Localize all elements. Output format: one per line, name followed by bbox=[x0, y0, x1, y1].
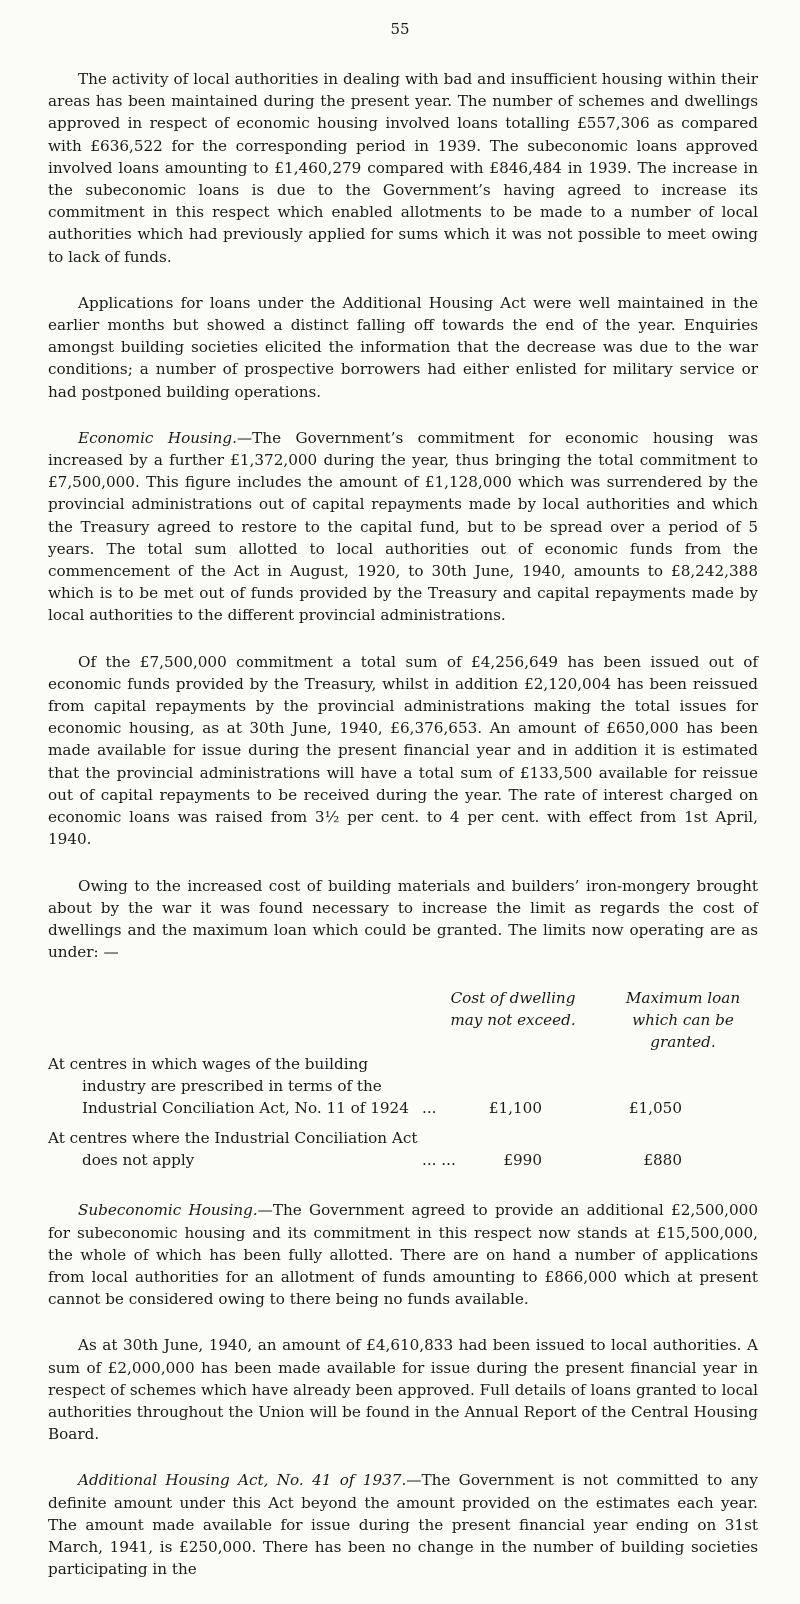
limits-row-loan: £1,050 bbox=[628, 1099, 682, 1118]
page-content bbox=[48, 68, 758, 1604]
header-cost-of-dwelling: Cost of dwelling may not exceed. bbox=[450, 989, 576, 1030]
paragraph-subeconomic-housing: Subeconomic Housing.—The Government agreed to provide an additional £2,500,000 for subeconomic housing and its commitment in this respect now stands at £15,500,000, the whole of which has been fully allotted. There are on hand a number of applications from local authorities for an allotment of funds amounting to £866,000 which at present cannot be considered owing to there being no funds available. bbox=[48, 1201, 758, 1309]
limits-table-header bbox=[48, 987, 758, 1053]
limits-row-description: At centres in which wages of the building industry are prescribed in terms of the Industrial Conciliation Act, No. 11 of 1924 bbox=[48, 1055, 409, 1118]
limits-table bbox=[48, 987, 758, 1171]
limits-row bbox=[48, 1053, 758, 1119]
page-number: 55 bbox=[390, 20, 410, 38]
paragraph-increased-cost: Owing to the increased cost of building materials and builders’ iron-mongery brought about by the war it was found necessary to increase the limit as regards the cost of dwellings and the maximum loan which could be granted. The limits now operating are as under: — bbox=[48, 876, 758, 962]
section-heading-economic-housing: Economic Housing. bbox=[78, 428, 237, 447]
limits-row-loan: £880 bbox=[643, 1151, 682, 1170]
limits-row-cost: £990 bbox=[503, 1151, 542, 1170]
section-heading-subeconomic-housing: Subeconomic Housing. bbox=[78, 1201, 258, 1220]
limits-row-cost: £1,100 bbox=[488, 1099, 542, 1118]
paragraph-subeconomic-issued: As at 30th June, 1940, an amount of £4,610,833 had been issued to local authorities. A sum of £2,000,000 has been made available for issue during the present financial year in respect of schemes which have already been approved. Full details of loans granted to local authorities throughout the Union will be found in the Annual Report of the Central Housing Board. bbox=[48, 1336, 758, 1444]
limits-row bbox=[48, 1127, 758, 1171]
paragraph-additional-housing-applications: Applications for loans under the Additional Housing Act were well maintained in the earlier months but showed a distinct falling off towards the end of the year. Enquiries amongst building societies elicited the information that the decrease was due to the war conditions; a number of prospective borrowers had either enlisted for military service or had postponed building operations. bbox=[48, 293, 758, 401]
leader-dots: ... bbox=[422, 1099, 437, 1118]
paragraph-commitment-issued: Of the £7,500,000 commitment a total sum of £4,256,649 has been issued out of economic funds provided by the Treasury, whilst in addition £2,120,004 has been reissued from capital repayments by the provincial administrations making the total issues for economic housing, as at 30th June, 1940, £6,376,653. An amount of £650,000 has been made available for issue during the present financial year and in addition it is estimated that the provincial administrations will have a total sum of £133,500 available for reissue out of capital repayments to be received during the year. The rate of interest charged on economic loans was raised from 3½ per cent. to 4 per cent. with effect from 1st April, 1940. bbox=[48, 652, 758, 849]
limits-row-description: At centres where the Industrial Conciliation Act does not apply bbox=[48, 1129, 418, 1170]
leader-dots: ... ... bbox=[422, 1151, 456, 1170]
paragraph-economic-housing: Economic Housing.—The Government’s commitment for economic housing was increased by a further £1,372,000 during the year, thus bringing the total commitment to £7,500,000. This figure includes the amount of £1,128,000 which was surrendered by the provincial administrations out of capital repayments made by local authorities and which the Treasury agreed to restore to the capital fund, but to be spread over a period of 5 years. The total sum allotted to local authorities out of economic funds from the commencement of the Act in August, 1920, to 30th June, 1940, amounts to £8,242,388 which is to be met out of funds provided by the Treasury and capital repayments made by local authorities to the different provincial administrations. bbox=[48, 428, 758, 625]
paragraph-activity: The activity of local authorities in dealing with bad and insufficient housing within their areas has been maintained during the present year. The number of schemes and dwellings approved in respect of economic housing involved loans totalling £557,306 as compared with £636,522 for the corresponding period in 1939. The subeconomic loans approved involved loans amounting to £1,460,279 compared with £846,484 in 1939. The increase in the subeconomic loans is due to the Government’s having agreed to increase its commitment in this respect which enabled allotments to be made to a number of local authorities which had previously applied for sums which it was not possible to meet owing to lack of funds. bbox=[48, 70, 758, 266]
header-maximum-loan: Maximum loan which can be granted. bbox=[625, 989, 741, 1052]
section-heading-additional-housing-act: Additional Housing Act, No. 41 of 1937. bbox=[78, 1471, 407, 1490]
paragraph-additional-housing-act: Additional Housing Act, No. 41 of 1937.—The Government is not committed to any definite amount under this Act beyond the amount provided on the estimates each year. The amount made available for issue during the present financial year ending on 31st March, 1941, is £250,000. There has been no change in the number of building societies participating in the bbox=[48, 1471, 759, 1579]
